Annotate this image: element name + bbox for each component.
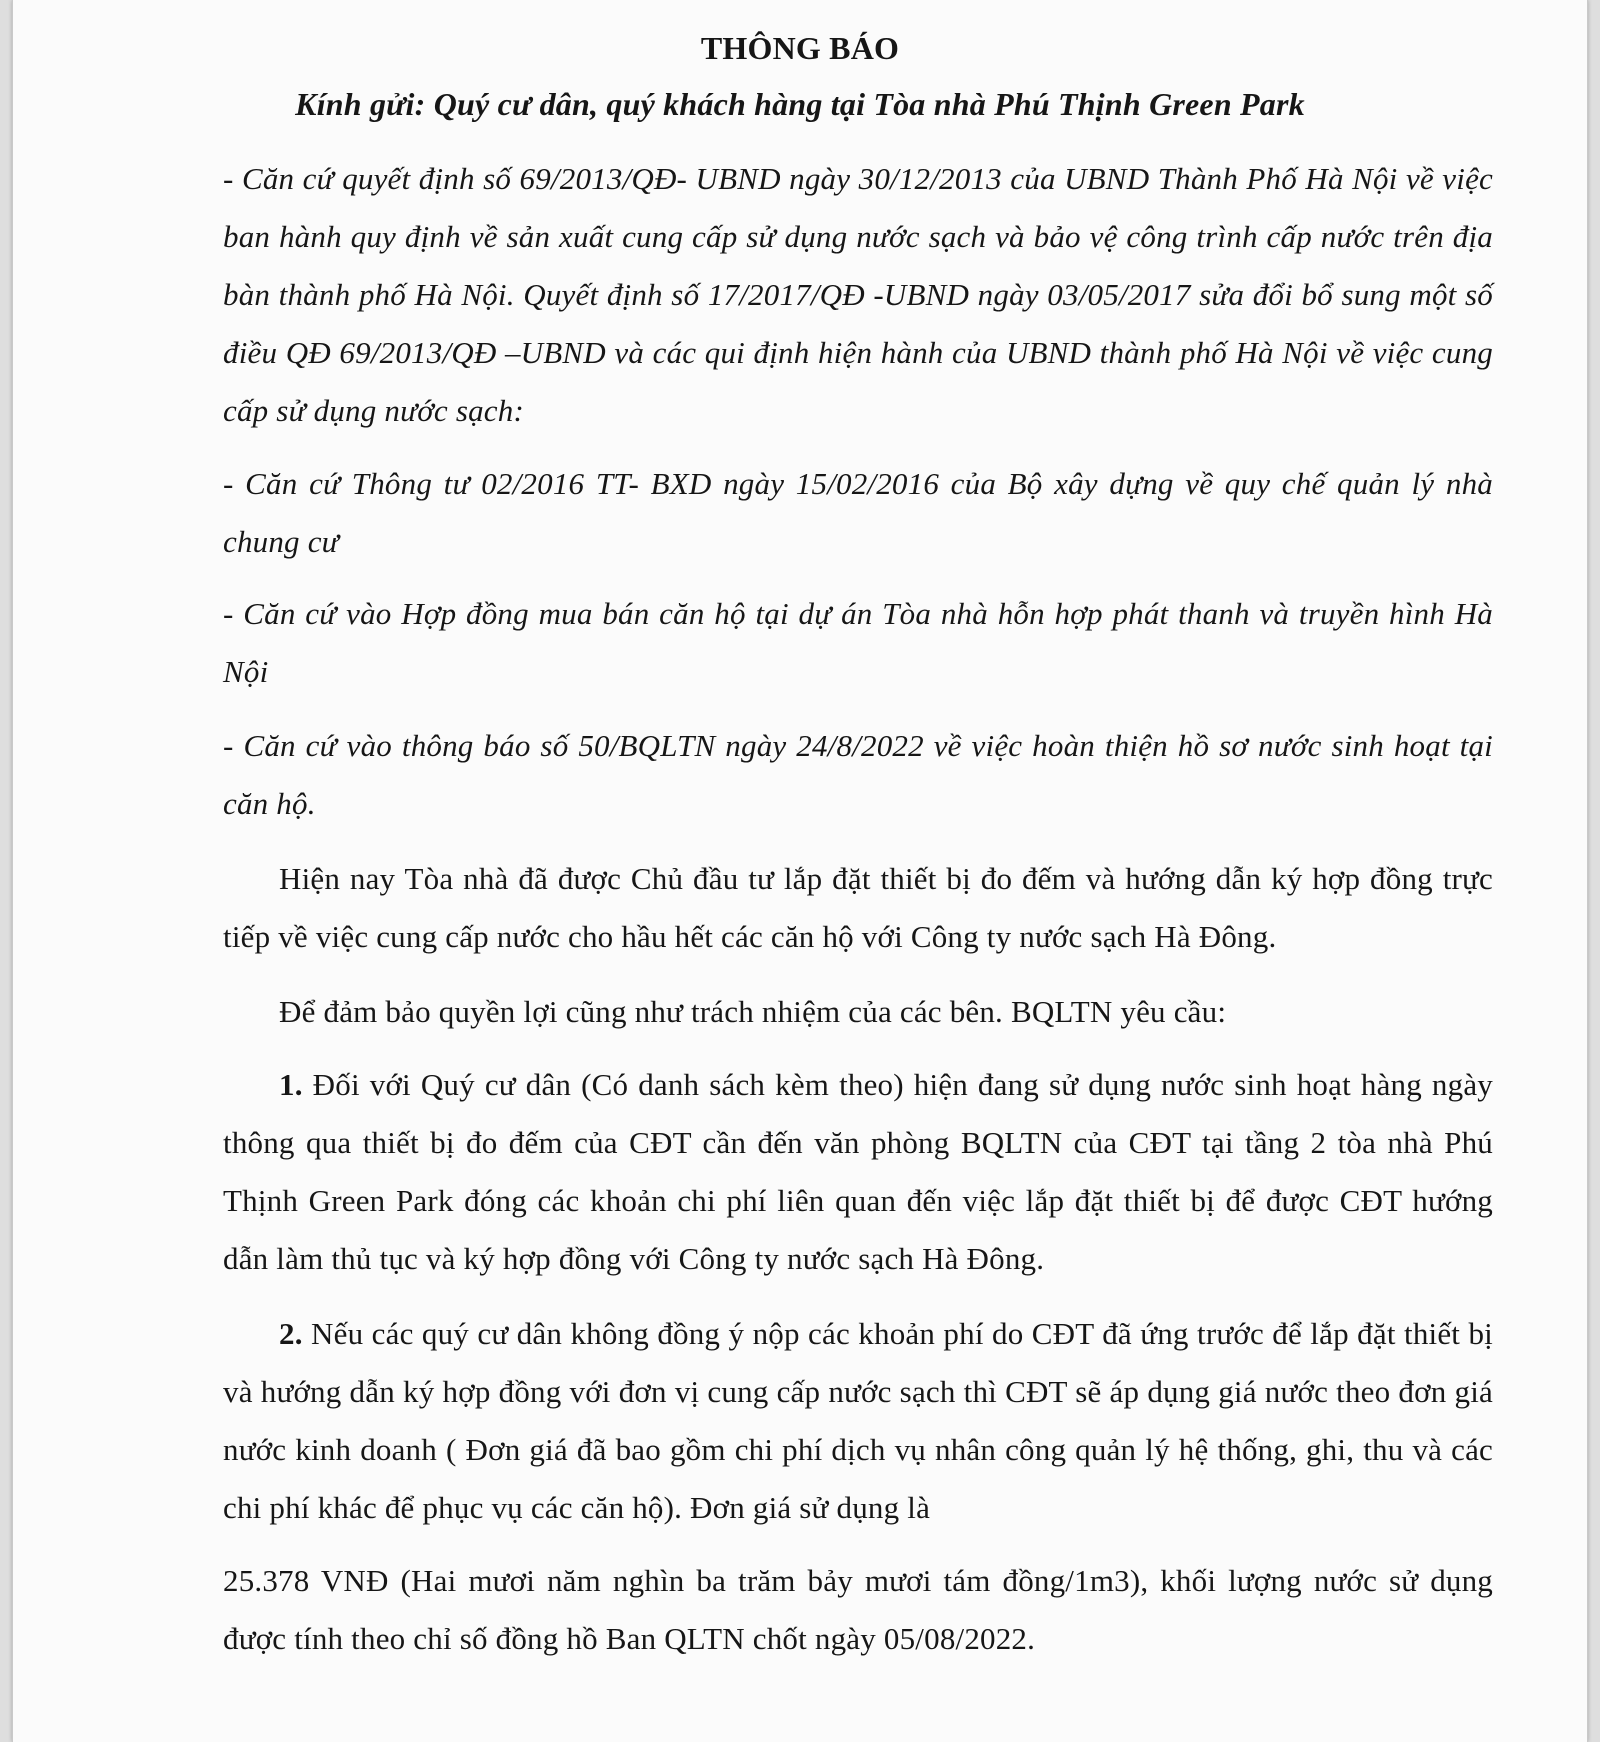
- item-1-number: 1.: [279, 1067, 303, 1102]
- item-2-paragraph: [223, 1305, 1493, 1537]
- basis-paragraph-3: - Căn cứ vào Hợp đồng mua bán căn hộ tại dự án Tòa nhà hỗn hợp phát thanh và truyền hình Hà Nội: [223, 596, 1493, 689]
- item-2-text: Nếu các quý cư dân không đồng ý nộp các khoản phí do CĐT đã ứng trước để lắp đặt thiết bị và hướng dẫn ký hợp đồng với đơn vị cung cấp nước sạch thì CĐT sẽ áp dụng giá nước theo đơn giá nước kinh doanh ( Đơn giá đã bao gồm chi phí dịch vụ nhân công quản lý hệ thống, ghi, thu và các chi phí khác để phục vụ các căn hộ). Đơn giá sử dụng là: [223, 1316, 1493, 1525]
- intro-paragraph: Hiện nay Tòa nhà đã được Chủ đầu tư lắp đặt thiết bị đo đếm và hướng dẫn ký hợp đồng trực tiếp về việc cung cấp nước cho hầu hết các căn hộ với Công ty nước sạch Hà Đông.: [223, 861, 1493, 954]
- price-paragraph: 25.378 VNĐ (Hai mươi năm nghìn ba trăm bảy mươi tám đồng/1m3), khối lượng nước sử dụng được tính theo chỉ số đồng hồ Ban QLTN chốt ngày 05/08/2022.: [223, 1563, 1493, 1656]
- basis-paragraph-4: - Căn cứ vào thông báo số 50/BQLTN ngày 24/8/2022 về việc hoàn thiện hồ sơ nước sinh hoạt tại căn hộ.: [223, 728, 1493, 821]
- recipient-line: Kính gửi: Quý cư dân, quý khách hàng tại Tòa nhà Phú Thịnh Green Park: [295, 86, 1305, 122]
- item-2-number: 2.: [279, 1316, 303, 1351]
- basis-paragraph-1: - Căn cứ quyết định số 69/2013/QĐ- UBND ngày 30/12/2013 của UBND Thành Phố Hà Nội về việc ban hành quy định về sản xuất cung cấp sử dụng nước sạch và bảo vệ công trình cấp nước trên địa bàn thành phố Hà Nội. Quyết định số 17/2017/QĐ -UBND ngày 03/05/2017 sửa đổi bổ sung một số điều QĐ 69/2013/QĐ –UBND và các qui định hiện hành của UBND thành phố Hà Nội về việc cung cấp sử dụng nước sạch:: [223, 161, 1493, 428]
- request-paragraph: Để đảm bảo quyền lợi cũng như trách nhiệm của các bên. BQLTN yêu cầu:: [279, 994, 1227, 1029]
- notice-title: THÔNG BÁO: [700, 30, 900, 66]
- item-1-text: Đối với Quý cư dân (Có danh sách kèm theo) hiện đang sử dụng nước sinh hoạt hàng ngày thông qua thiết bị đo đếm của CĐT cần đến văn phòng BQLTN của CĐT tại tầng 2 tòa nhà Phú Thịnh Green Park đóng các khoản chi phí liên quan đến việc lắp đặt thiết bị để được CĐT hướng dẫn làm thủ tục và ký hợp đồng với Công ty nước sạch Hà Đông.: [223, 1067, 1493, 1276]
- basis-paragraph-2: - Căn cứ Thông tư 02/2016 TT- BXD ngày 15/02/2016 của Bộ xây dựng về quy chế quản lý nhà chung cư: [223, 466, 1493, 559]
- item-1-paragraph: [223, 1056, 1493, 1288]
- document-page: [12, 0, 1588, 1742]
